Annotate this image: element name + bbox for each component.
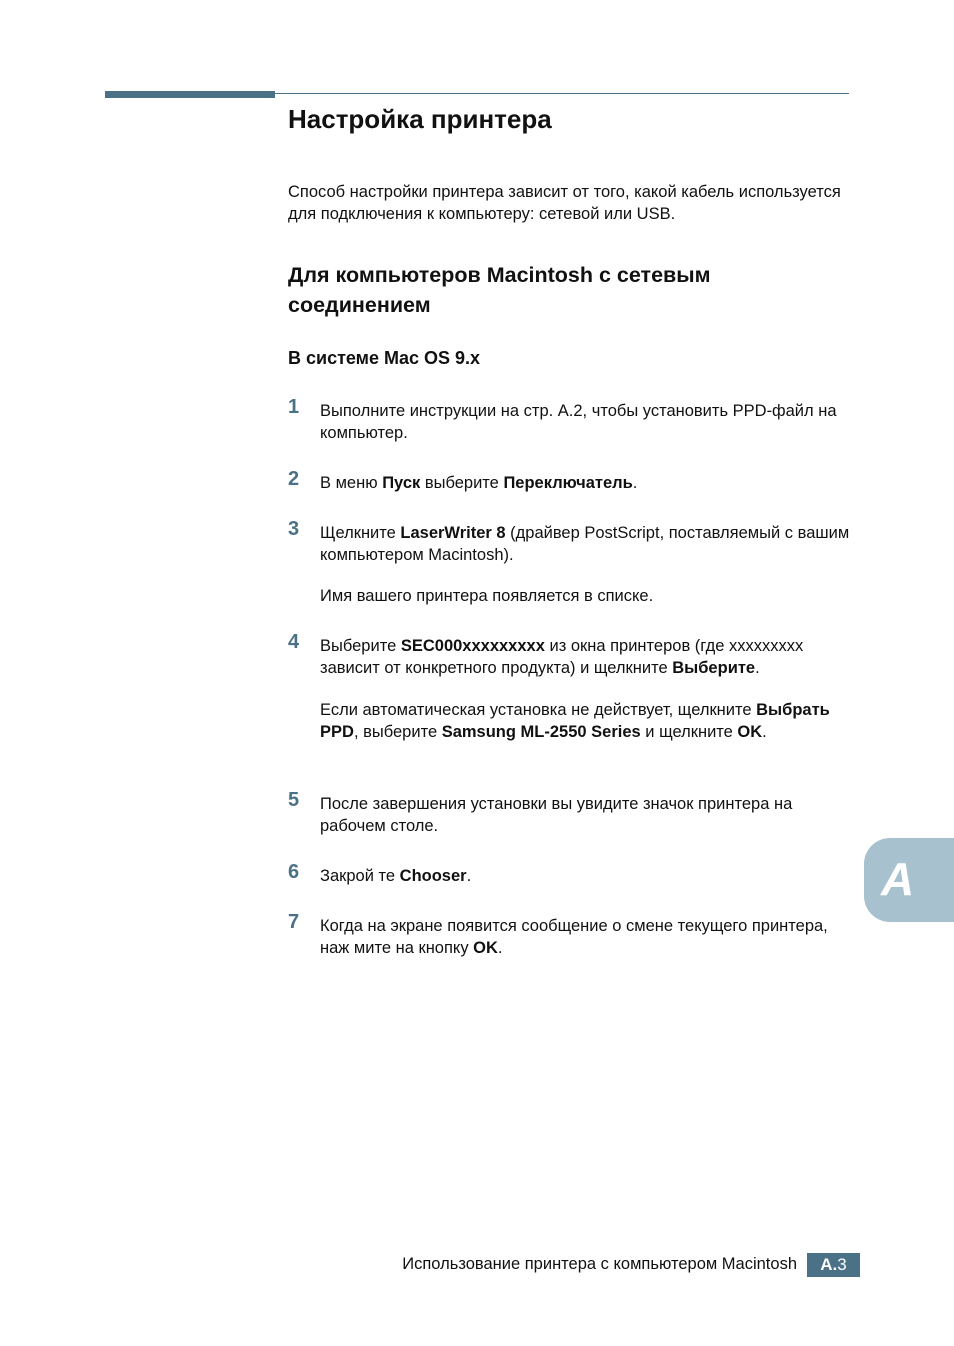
- step-text: [320, 472, 854, 494]
- chapter-letter: A: [881, 853, 915, 905]
- section-heading-line2: соединением: [288, 293, 431, 317]
- page-number-badge: [807, 1253, 860, 1277]
- header-rule-thick: [105, 91, 275, 98]
- page-number: 3: [837, 1255, 847, 1274]
- step-text: [320, 635, 854, 679]
- app-name: Chooser: [399, 867, 467, 885]
- button-name: Выберите: [672, 659, 756, 677]
- text-run: Выберите: [320, 637, 401, 655]
- button-name: OK: [737, 723, 763, 741]
- text-run: и щелкните: [640, 723, 738, 741]
- text-run: Если автоматическая установка не действует, щелкните: [320, 701, 757, 719]
- chapter-tab: [864, 838, 954, 922]
- text-run: , выберите: [353, 723, 442, 741]
- text-run: Щелкните: [320, 524, 401, 542]
- step-number: 7: [288, 911, 300, 933]
- step-text: [320, 522, 854, 566]
- step-note: Имя вашего принтера появляется в списке.: [320, 587, 654, 605]
- text-run: В меню: [320, 474, 383, 492]
- text-run: (драйвер PostScript, поставляемый с вашим компьютером Macintosh).: [320, 524, 850, 564]
- menu-name: Пуск: [382, 474, 421, 492]
- step-text: После завершения установки вы увидите значок принтера на рабочем столе.: [320, 795, 793, 835]
- text-run: .: [466, 867, 472, 885]
- step-number: 2: [288, 468, 300, 490]
- text-run: .: [632, 474, 638, 492]
- step-text: [320, 865, 854, 887]
- text-run: Когда на экране появится сообщение о смене текущего принтера, наж мите на кнопку: [320, 917, 828, 957]
- text-run: .: [762, 723, 767, 741]
- step-text: [320, 915, 854, 959]
- sub-heading: В системе Mac OS 9.x: [288, 348, 481, 368]
- step-number: 6: [288, 861, 300, 883]
- step-number: 3: [288, 518, 300, 540]
- menu-item-name: Переключатель: [503, 474, 633, 492]
- section-heading: [288, 260, 848, 320]
- text-run: Закрой те: [320, 867, 400, 885]
- text-run: .: [497, 939, 503, 957]
- section-heading-line1: Для компьютеров Macintosh с сетевым: [288, 263, 711, 287]
- intro-paragraph: Способ настройки принтера зависит от того, какой кабель используется для подключения к компьютеру: сетевой или USB.: [288, 183, 841, 223]
- printer-name: SEC000xxxxxxxxx: [400, 637, 545, 655]
- model-name: Samsung ML-2550 Series: [441, 723, 641, 741]
- driver-name: LaserWriter 8: [400, 524, 506, 542]
- step-number: 1: [288, 396, 300, 418]
- text-run: из окна принтеров (где xxxxxxxxx зависит от конкретного продукта) и щелкните: [320, 637, 804, 677]
- header-rule-thin: [275, 93, 849, 94]
- button-name: OK: [473, 939, 498, 957]
- footer-text: Использование принтера с компьютером Macintosh: [402, 1255, 797, 1273]
- text-run: .: [755, 659, 760, 677]
- step-note: [320, 699, 854, 743]
- button-name: Выбрать PPD: [320, 701, 830, 741]
- step-number: 5: [288, 789, 300, 811]
- step-text: Выполните инструкции на стр. A.2, чтобы установить PPD-файл на компьютер.: [320, 402, 837, 442]
- text-run: выберите: [420, 474, 504, 492]
- page-title: Настройка принтера: [288, 104, 552, 134]
- page-prefix: A.: [820, 1255, 838, 1274]
- step-number: 4: [288, 631, 300, 653]
